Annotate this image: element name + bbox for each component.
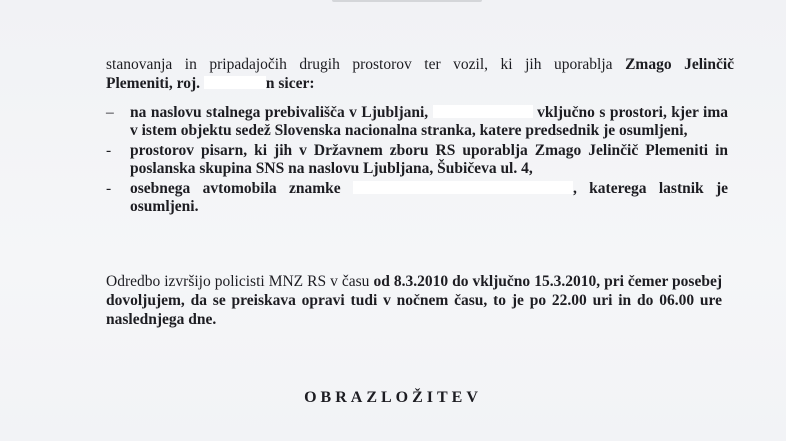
intro-paragraph [106, 55, 734, 93]
intro-line-2 [106, 75, 315, 92]
item-text-before: na naslovu stalnega prebivališča v Ljubljani, [130, 104, 429, 121]
list-dash: - [106, 180, 112, 197]
list-item [106, 180, 728, 216]
list-item [106, 142, 728, 178]
intro-line-2-end: n sicer: [265, 75, 315, 92]
item-text-after: vključno s prostori, kjer ima v istem objektu sedež Slovenska nacionalna stranka, katere predsednik je osumljeni, [130, 104, 729, 139]
order-text-b: od 8.3.2010 do vključno 15.3.2010, pri čemer posebej dovoljujem, da se preiskava opravi tudi v nočnem času, to je po 22.00 uri in do 06.00 ure naslednjega dne. [106, 273, 722, 328]
top-page-mark [332, 0, 482, 2]
search-locations-list [106, 104, 728, 218]
order-paragraph [106, 272, 722, 329]
suspect-name: Zmago Jelinčič [625, 56, 735, 73]
intro-line-1 [106, 55, 734, 74]
redaction-vehicle [353, 181, 573, 194]
redaction-birthdate [204, 76, 266, 89]
item-text-before: osebnega avtomobila znamke [130, 180, 341, 197]
order-text-a: Odredbo izvršijo policisti MNZ RS v času [106, 273, 370, 290]
section-heading: OBRAZLOŽITEV [304, 389, 482, 406]
list-dash: – [106, 104, 114, 121]
item-text-after: , katerega lastnik je osumljeni. [130, 180, 729, 215]
intro-text: stanovanja in pripadajočih drugih prostorov ter vozil, ki jih uporablja [106, 56, 613, 73]
list-dash: - [106, 142, 112, 159]
list-item [106, 104, 728, 140]
redaction-address [433, 105, 533, 118]
item-text-before: prostorov pisarn, ki jih v Državnem zboru RS uporablja Zmago Jelinčič Plemeniti in poslanska skupina SNS na naslovu Ljubljana, Šubičeva ul. 4, [130, 142, 728, 177]
suspect-surname: Plemeniti, roj. [106, 75, 200, 92]
